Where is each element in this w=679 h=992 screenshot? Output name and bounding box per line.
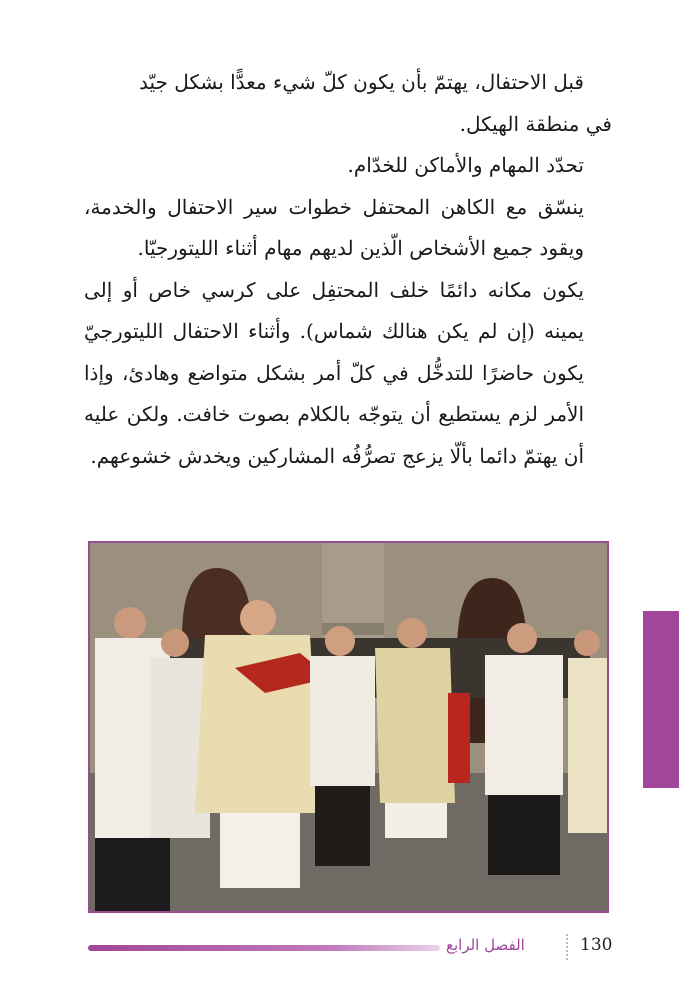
paragraph-2: ينسّق مع الكاهن المحتفل خطوات سير الاحتفال والخدمة، ويقود جميع الأشخاص الّذين لديهم مهام أثناء الليتورجيّا. [84, 194, 584, 260]
chapter-side-tab [643, 611, 679, 788]
paragraph-1-line-1: قبل الاحتفال، يهتمّ بأن يكون كلّ شيء معدًّا بشكل جيّد [138, 70, 584, 94]
liturgy-photo [88, 541, 609, 913]
paragraph-1-line-2: في منطقة الهيكل. [459, 111, 612, 136]
footer-separator [566, 934, 568, 960]
chapter-title: الفصل الرابع [446, 936, 525, 954]
page-number: 130 [580, 935, 613, 955]
body-text [84, 62, 612, 477]
paragraph-3: يكون مكانه دائمًا خلف المحتفِل على كرسي خاص أو إلى يمينه (إن لم يكن هنالك شماس). وأثناء الاحتفال الليتورجيّ يكون حاضرًا للتدخُّل في كلّ أمر بشكل متواضع وهادئ، وإذا الأمر لزم يستطيع أن يتوجّه بالكلام بصوت خافت. ولكن عليه أن يهتمّ دائما بألّا يزعج تصرُّفُه المشاركين ويخدش خشوعهم. [84, 277, 584, 468]
paragraph-1-line-3: تحدّد المهام والأماكن للخدّام. [347, 153, 584, 177]
footer-rule [88, 945, 440, 951]
